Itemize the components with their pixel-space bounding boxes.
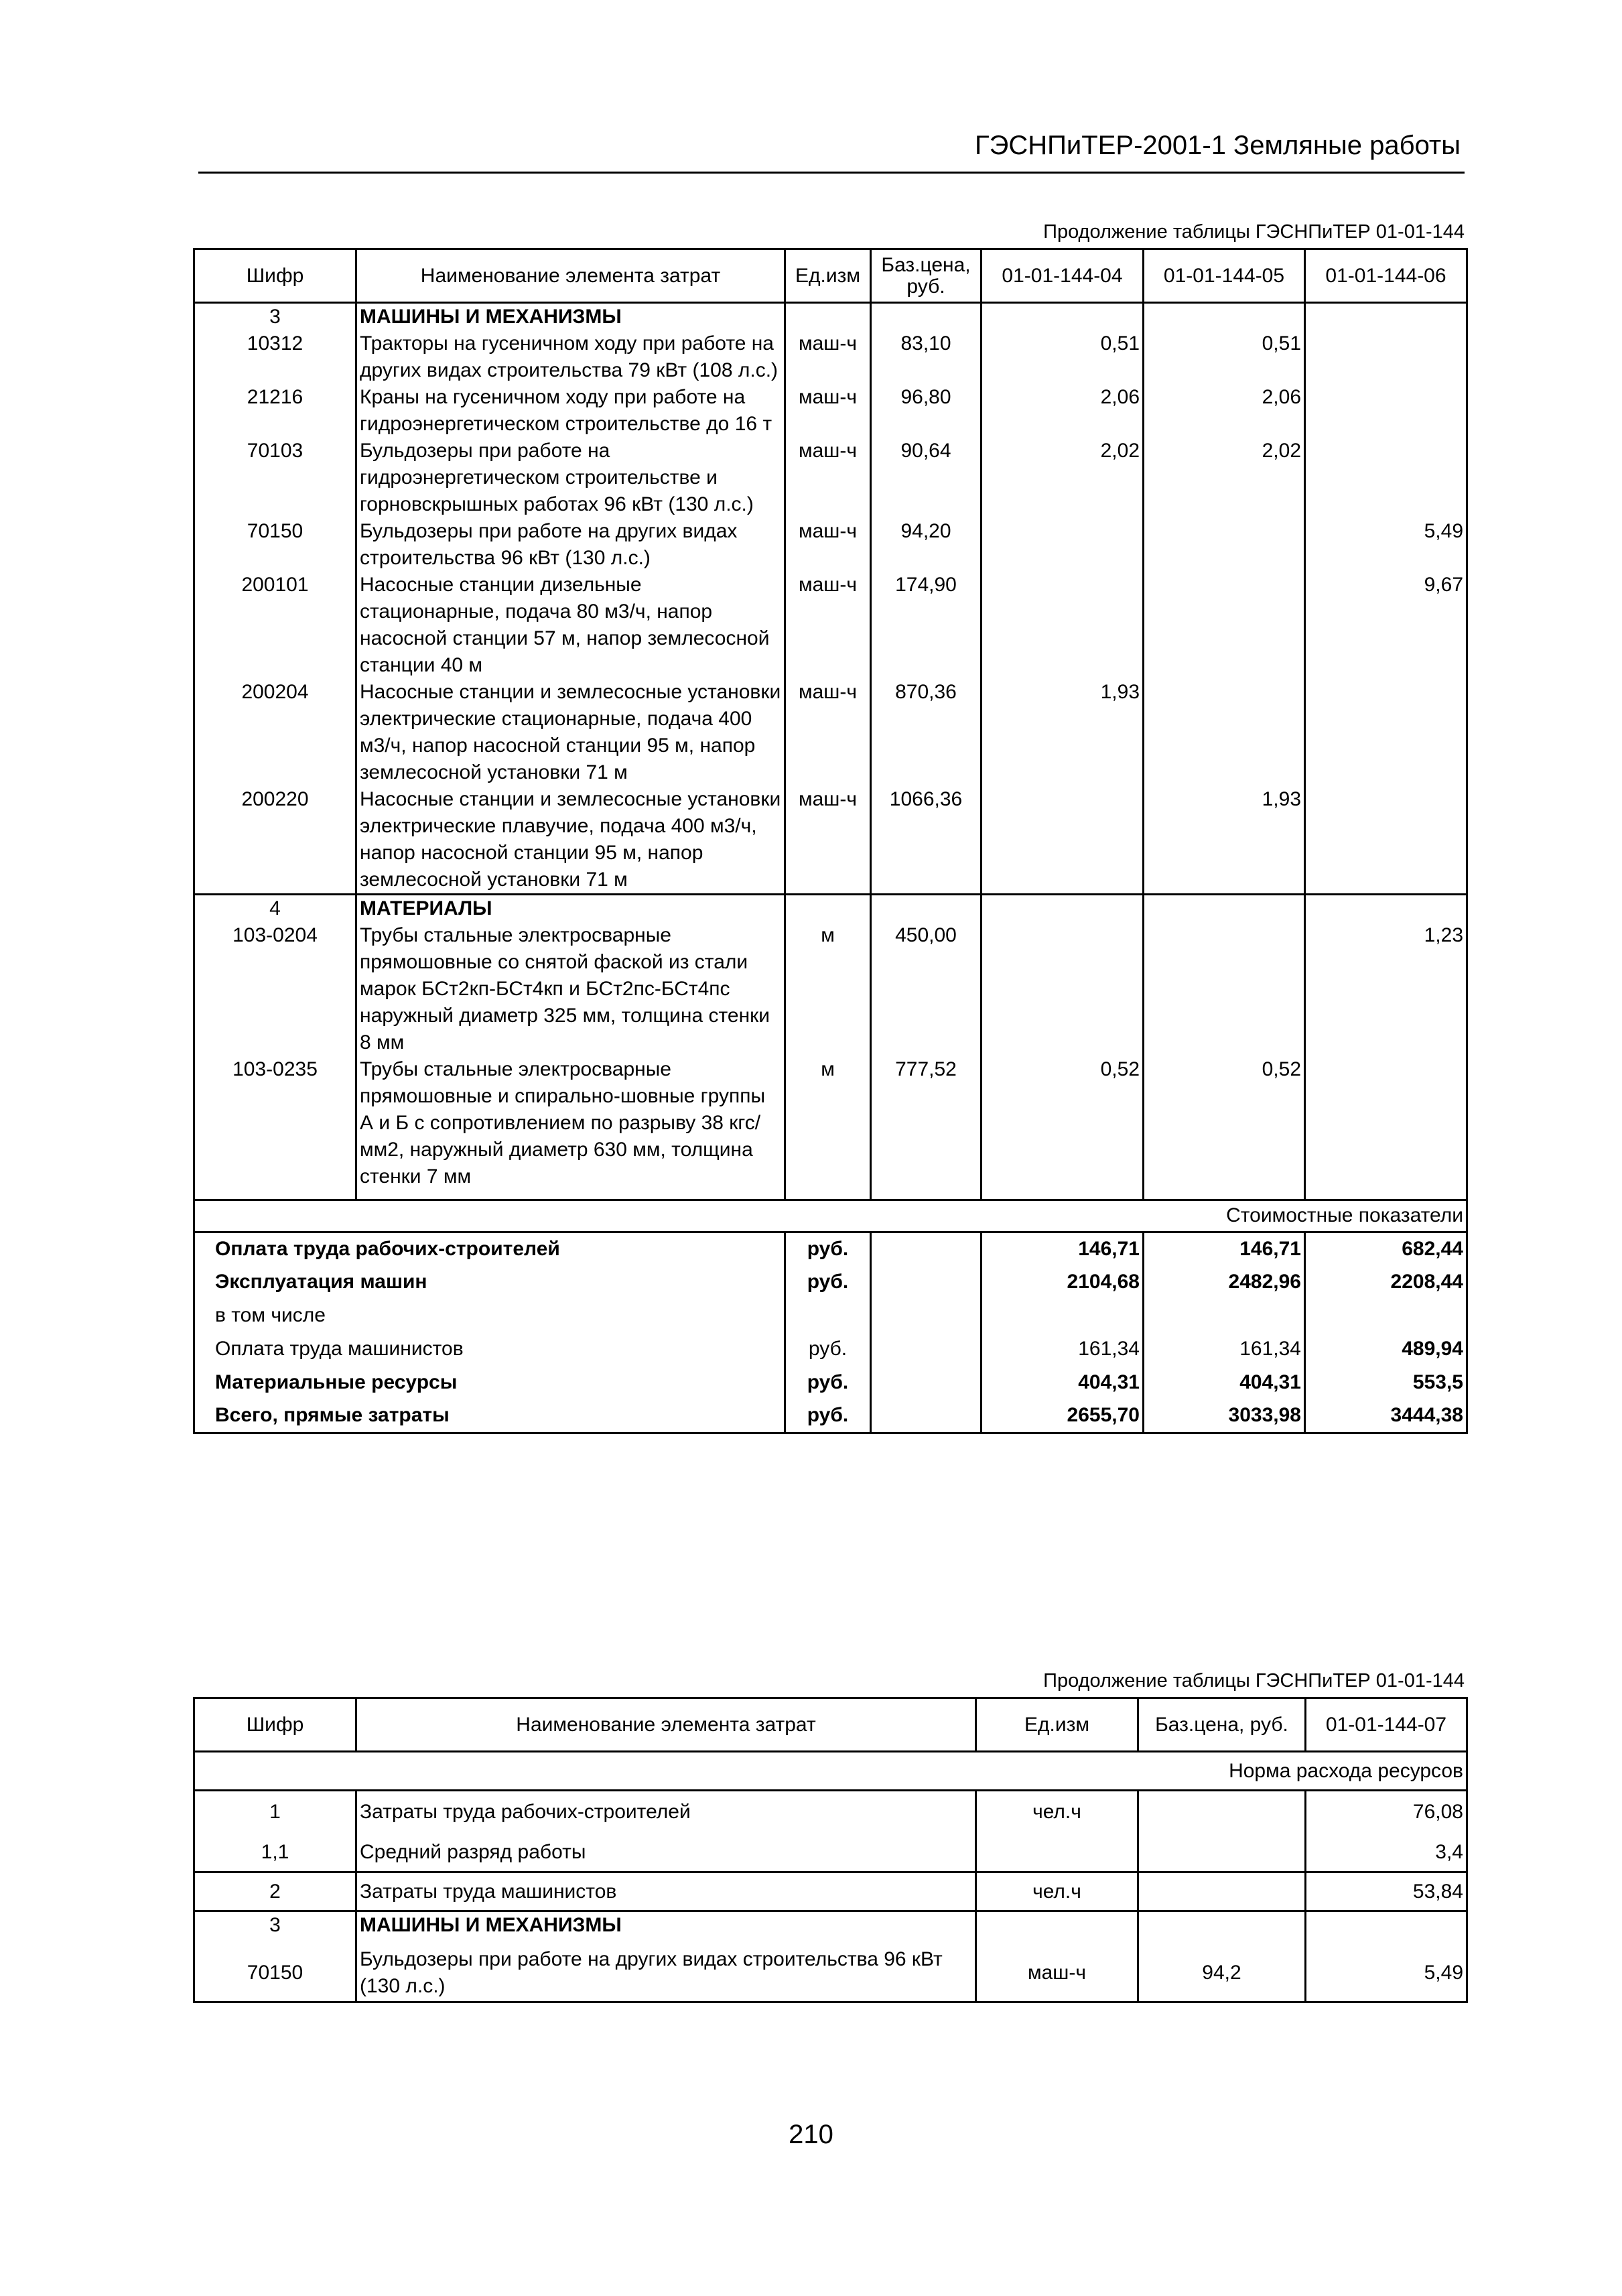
cell-01-01-144-07: 3,4 (1306, 1834, 1467, 1872)
cell-01-01-144-05: 2,02 (1144, 438, 1305, 518)
cell-01-01-144-05 (1144, 679, 1305, 786)
table-row (194, 330, 1467, 384)
cost-value-c05: 2482,96 (1144, 1265, 1305, 1299)
cost-price-empty (871, 1399, 982, 1433)
table-row (194, 1872, 1467, 1911)
cell-code: 103-0235 (194, 1056, 356, 1190)
table-row (194, 384, 1467, 438)
cell-code: 70150 (194, 1945, 356, 2002)
cell-price: 90,64 (871, 438, 982, 518)
col-header-unit: Ед.изм (785, 249, 871, 303)
cell-name: Насосные станции и землесосные установки электрические плавучие, подача 400 м3/ч, напор насосной станции 95 м, напор землесосной установки 71 м (356, 786, 785, 895)
cell-name: Тракторы на гусеничном ходу при работе на других видах строительства 79 кВт (108 л.с.) (356, 330, 785, 384)
table-row (194, 1791, 1467, 1834)
col-header-01-01-144-04: 01-01-144-04 (982, 249, 1144, 303)
cell-price (1138, 1791, 1306, 1834)
cell-01-01-144-04: 2,02 (982, 438, 1144, 518)
cost-name: Эксплуатация машин (194, 1265, 785, 1299)
cell-01-01-144-04 (982, 922, 1144, 1056)
cell-01-01-144-04 (982, 572, 1144, 679)
cell-01-01-144-05 (1144, 922, 1305, 1056)
cell-price (1138, 1834, 1306, 1872)
document-header-title: ГЭСНПиТЕР-2001-1 Земляные работы (975, 131, 1461, 160)
cell-01-01-144-06 (1305, 679, 1467, 786)
cell-price: 174,90 (871, 572, 982, 679)
cell-01-01-144-04: 0,52 (982, 1056, 1144, 1190)
cell-price (1138, 1872, 1306, 1911)
page-number: 210 (789, 2120, 833, 2149)
cell-name: Трубы стальные электросварные прямошовные со снятой фаской из стали марок БСт2кп-БСт4кп и БСт2пс-БСт4пс наружный диаметр 325 мм, толщина стенки 8 мм (356, 922, 785, 1056)
cell-01-01-144-04: 0,51 (982, 330, 1144, 384)
cell-unit: м (785, 922, 871, 1056)
table-row (194, 1945, 1467, 2002)
cost-name: Оплата труда рабочих-строителей (194, 1232, 785, 1265)
table1-header-row (194, 249, 1467, 303)
cost-unit: руб. (785, 1399, 871, 1433)
cell-unit (976, 1834, 1138, 1872)
table-row (194, 679, 1467, 786)
cost-unit: руб. (785, 1265, 871, 1299)
cell-code: 2 (194, 1872, 356, 1911)
cost-value-c04 (982, 1299, 1144, 1332)
cost-value-c04: 2104,68 (982, 1265, 1144, 1299)
col-header-unit: Ед.изм (976, 1698, 1138, 1752)
cell-code: 10312 (194, 330, 356, 384)
cost-value-c04: 146,71 (982, 1232, 1144, 1265)
resource-table-main (193, 248, 1468, 1434)
cost-name: Материальные ресурсы (194, 1366, 785, 1399)
cell-name: Затраты труда рабочих-строителей (356, 1791, 976, 1834)
cell-code: 21216 (194, 384, 356, 438)
cost-indicators-band (194, 1200, 1467, 1232)
table-row (194, 438, 1467, 518)
cell-unit: маш-ч (785, 679, 871, 786)
cost-price-empty (871, 1366, 982, 1399)
cell-name: Бульдозеры при работе на других видах строительства 96 кВт (130 л.с.) (356, 1945, 976, 2002)
cell-price: 94,2 (1138, 1945, 1306, 2002)
cell-price: 96,80 (871, 384, 982, 438)
table1-continuation-caption: Продолжение таблицы ГЭСНПиТЕР 01-01-144 (1043, 221, 1465, 243)
cost-unit: руб. (785, 1332, 871, 1366)
cell-unit: маш-ч (785, 572, 871, 679)
cell-01-01-144-06 (1305, 1056, 1467, 1190)
cell-code: 200204 (194, 679, 356, 786)
cell-code: 200220 (194, 786, 356, 895)
cell-01-01-144-04 (982, 786, 1144, 895)
table-row (194, 1834, 1467, 1872)
cell-unit: маш-ч (785, 330, 871, 384)
cell-01-01-144-06 (1305, 330, 1467, 384)
cost-value-c06: 3444,38 (1305, 1399, 1467, 1433)
cell-01-01-144-05 (1144, 572, 1305, 679)
section-title: МАШИНЫ И МЕХАНИЗМЫ (356, 303, 785, 331)
cost-indicators-label: Стоимостные показатели (194, 1200, 1467, 1232)
cost-name: в том числе (194, 1299, 785, 1332)
cell-01-01-144-07: 53,84 (1306, 1872, 1467, 1911)
cell-name: Краны на гусеничном ходу при работе на гидроэнергетическом строительстве до 16 т (356, 384, 785, 438)
col-header-name: Наименование элемента затрат (356, 249, 785, 303)
cell-01-01-144-06 (1305, 438, 1467, 518)
cost-value-c04: 161,34 (982, 1332, 1144, 1366)
cell-01-01-144-06 (1305, 384, 1467, 438)
norm-band (194, 1752, 1467, 1791)
section-row-machines (194, 303, 1467, 331)
cell-01-01-144-05: 0,51 (1144, 330, 1305, 384)
cell-price: 1066,36 (871, 786, 982, 895)
col-header-code: Шифр (194, 249, 356, 303)
cell-01-01-144-04: 2,06 (982, 384, 1144, 438)
cell-01-01-144-06: 1,23 (1305, 922, 1467, 1056)
resource-table-07 (193, 1697, 1468, 2003)
cell-unit: маш-ч (976, 1945, 1138, 2002)
cost-row (194, 1366, 1467, 1399)
cell-unit: маш-ч (785, 518, 871, 572)
col-header-01-01-144-07: 01-01-144-07 (1306, 1698, 1467, 1752)
cost-value-c06 (1305, 1299, 1467, 1332)
cell-name: Бульдозеры при работе на других видах строительства 96 кВт (130 л.с.) (356, 518, 785, 572)
col-header-price: Баз.цена, руб. (1138, 1698, 1306, 1752)
cost-value-c04: 2655,70 (982, 1399, 1144, 1433)
cost-value-c06: 489,94 (1305, 1332, 1467, 1366)
cell-name: Бульдозеры при работе на гидроэнергетическом строительстве и горновскрышных работах 96 кВт (130 л.с.) (356, 438, 785, 518)
cell-01-01-144-07: 5,49 (1306, 1945, 1467, 2002)
col-header-01-01-144-05: 01-01-144-05 (1144, 249, 1305, 303)
cell-code: 200101 (194, 572, 356, 679)
cost-row (194, 1399, 1467, 1433)
cost-value-c04: 404,31 (982, 1366, 1144, 1399)
cell-unit: маш-ч (785, 438, 871, 518)
cell-01-01-144-04: 1,93 (982, 679, 1144, 786)
cell-01-01-144-06: 5,49 (1305, 518, 1467, 572)
cost-value-c05: 161,34 (1144, 1332, 1305, 1366)
cost-price-empty (871, 1265, 982, 1299)
cost-value-c05: 404,31 (1144, 1366, 1305, 1399)
cost-row (194, 1332, 1467, 1366)
cell-code: 103-0204 (194, 922, 356, 1056)
cost-row (194, 1265, 1467, 1299)
cell-01-01-144-05: 1,93 (1144, 786, 1305, 895)
cost-row (194, 1299, 1467, 1332)
cost-value-c06: 2208,44 (1305, 1265, 1467, 1299)
cell-01-01-144-06 (1305, 786, 1467, 895)
cell-01-01-144-06: 9,67 (1305, 572, 1467, 679)
cell-code: 70103 (194, 438, 356, 518)
cell-unit: чел.ч (976, 1791, 1138, 1834)
cell-unit: маш-ч (785, 384, 871, 438)
norm-band-label: Норма расхода ресурсов (194, 1752, 1467, 1791)
cell-price: 777,52 (871, 1056, 982, 1190)
cost-price-empty (871, 1232, 982, 1265)
cost-value-c05: 3033,98 (1144, 1399, 1305, 1433)
cell-01-01-144-05: 2,06 (1144, 384, 1305, 438)
col-header-code: Шифр (194, 1698, 356, 1752)
cell-01-01-144-07: 76,08 (1306, 1791, 1467, 1834)
cost-price-empty (871, 1299, 982, 1332)
cost-value-c06: 553,5 (1305, 1366, 1467, 1399)
cell-name: Насосные станции и землесосные установки электрические стационарные, подача 400 м3/ч, напор насосной станции 95 м, напор землесосной установки 71 м (356, 679, 785, 786)
cell-price: 83,10 (871, 330, 982, 384)
cost-row (194, 1232, 1467, 1265)
cell-name: Насосные станции дизельные стационарные, подача 80 м3/ч, напор насосной станции 57 м, напор землесосной станции 40 м (356, 572, 785, 679)
col-header-01-01-144-06: 01-01-144-06 (1305, 249, 1467, 303)
section-title: МАТЕРИАЛЫ (356, 895, 785, 923)
cell-unit: маш-ч (785, 786, 871, 895)
section-title: МАШИНЫ И МЕХАНИЗМЫ (356, 1911, 976, 1945)
cell-01-01-144-05: 0,52 (1144, 1056, 1305, 1190)
cell-name: Затраты труда машинистов (356, 1872, 976, 1911)
cell-unit: м (785, 1056, 871, 1190)
section-row-materials (194, 895, 1467, 923)
table-row (194, 572, 1467, 679)
section-code: 3 (194, 303, 356, 331)
cost-value-c05 (1144, 1299, 1305, 1332)
cell-name: Средний разряд работы (356, 1834, 976, 1872)
cost-unit (785, 1299, 871, 1332)
table-row (194, 786, 1467, 895)
table-row (194, 1056, 1467, 1190)
cost-unit: руб. (785, 1232, 871, 1265)
cost-price-empty (871, 1332, 982, 1366)
cost-value-c05: 146,71 (1144, 1232, 1305, 1265)
cell-01-01-144-05 (1144, 518, 1305, 572)
cell-code: 1,1 (194, 1834, 356, 1872)
cell-unit: чел.ч (976, 1872, 1138, 1911)
header-rule (198, 172, 1465, 174)
table-row (194, 518, 1467, 572)
col-header-name: Наименование элемента затрат (356, 1698, 976, 1752)
table2-continuation-caption: Продолжение таблицы ГЭСНПиТЕР 01-01-144 (1043, 1670, 1465, 1692)
cell-price: 94,20 (871, 518, 982, 572)
section-row-machines (194, 1911, 1467, 1945)
section-code: 3 (194, 1911, 356, 1945)
cell-code: 1 (194, 1791, 356, 1834)
cost-value-c06: 682,44 (1305, 1232, 1467, 1265)
table-row (194, 922, 1467, 1056)
section-code: 4 (194, 895, 356, 923)
cost-name: Всего, прямые затраты (194, 1399, 785, 1433)
cost-name: Оплата труда машинистов (194, 1332, 785, 1366)
table2-header-row (194, 1698, 1467, 1752)
cell-01-01-144-04 (982, 518, 1144, 572)
cost-unit: руб. (785, 1366, 871, 1399)
cell-code: 70150 (194, 518, 356, 572)
col-header-price: Баз.цена, руб. (871, 249, 982, 303)
cell-name: Трубы стальные электросварные прямошовные и спирально-шовные группы А и Б с сопротивлением по разрыву 38 кгс/мм2, наружный диаметр 630 мм, толщина стенки 7 мм (356, 1056, 785, 1190)
cell-price: 450,00 (871, 922, 982, 1056)
cell-price: 870,36 (871, 679, 982, 786)
